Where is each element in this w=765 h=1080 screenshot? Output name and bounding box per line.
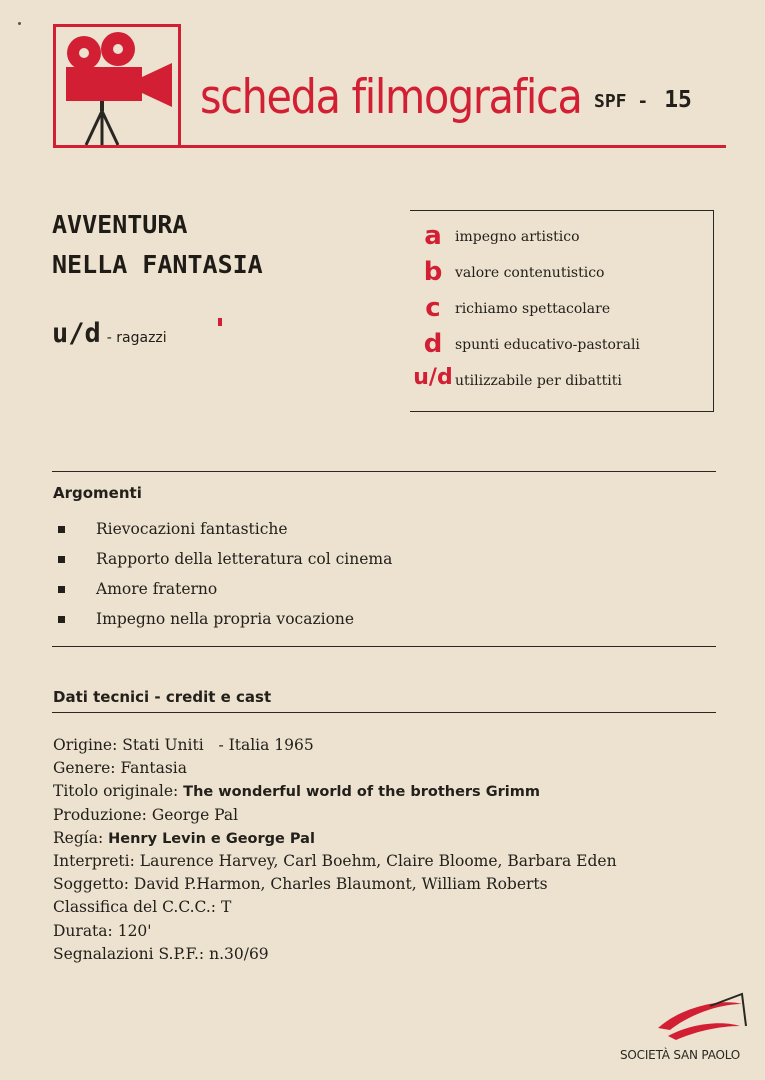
publisher-name: SOCIETÀ SAN PAOLO <box>620 1048 741 1062</box>
red-mark <box>218 318 222 326</box>
legend-text: richiamo spettacolare <box>455 301 611 317</box>
credit-value: n.30/69 <box>209 944 269 963</box>
topic-text: Rievocazioni fantastiche <box>96 520 288 538</box>
topic-text: Impegno nella propria vocazione <box>96 610 355 628</box>
legend-text: impegno artistico <box>455 229 580 245</box>
film-camera-logo <box>53 24 181 148</box>
legend-row-a <box>410 221 710 257</box>
credit-row-duration <box>53 922 617 945</box>
credit-label: Produzione: <box>53 805 147 824</box>
credit-value: George Pal <box>151 805 239 824</box>
bullet-icon <box>58 526 65 533</box>
audience-code: u/d <box>52 318 101 349</box>
divider <box>52 712 716 713</box>
film-title-line-1: AVVENTURA <box>52 210 188 239</box>
topic-text: Rapporto della letteratura col cinema <box>96 550 393 568</box>
legend-letter: b <box>423 257 443 287</box>
credit-row-genre <box>53 759 617 782</box>
legend-row-b <box>410 257 710 293</box>
credit-label: Regía: <box>53 828 104 847</box>
credit-label: Soggetto: <box>53 875 129 894</box>
credit-row-cast <box>53 852 617 875</box>
sheet-number: 15 <box>664 87 692 113</box>
scan-speck <box>18 22 21 25</box>
credit-row-production <box>53 806 617 829</box>
credit-label: Durata: <box>53 921 113 940</box>
legend-row-d <box>410 329 710 365</box>
film-title <box>52 205 263 285</box>
credit-label: Genere: <box>53 759 116 778</box>
divider <box>52 646 716 647</box>
credit-value: David P.Harmon, Charles Blaumont, William Roberts <box>133 875 548 894</box>
credit-label: Classifica del C.C.C.: <box>53 898 217 917</box>
legend-text: utilizzabile per dibattiti <box>455 373 622 389</box>
header-red-rule <box>180 145 726 148</box>
credit-row-original-title <box>53 782 617 805</box>
legend-letter: d <box>423 329 443 359</box>
topics-heading: Argomenti <box>53 484 142 502</box>
legend-row-c <box>410 293 710 329</box>
legend-text: spunti educativo-pastorali <box>455 337 640 353</box>
san-paolo-logo-icon <box>650 990 750 1045</box>
legend-letter: a <box>424 221 442 251</box>
film-title-line-2: NELLA FANTASIA <box>52 250 263 279</box>
credit-label: Origine: <box>53 736 118 754</box>
credit-row-spf-reference <box>53 945 617 968</box>
bullet-icon <box>58 556 65 563</box>
legend-row-ud <box>410 365 710 401</box>
rating-legend <box>410 210 714 412</box>
credit-value: Laurence Harvey, Carl Boehm, Claire Bloome, Barbara Eden <box>139 851 617 870</box>
series-code: SPF - <box>594 91 649 112</box>
credit-value: Henry Levin e George Pal <box>108 830 315 847</box>
credit-label: Titolo originale: <box>53 782 179 801</box>
topic-text: Amore fraterno <box>96 580 218 598</box>
credit-row-origin <box>53 736 617 759</box>
credit-value: Fantasia <box>120 759 188 778</box>
brand-title: scheda filmografica <box>200 70 582 125</box>
legend-letter: c <box>425 293 441 323</box>
sheet-code <box>594 87 692 113</box>
credit-label: Segnalazioni S.P.F.: <box>53 944 205 963</box>
divider <box>52 471 716 472</box>
audience-label: - ragazzi <box>106 330 167 346</box>
bullet-icon <box>58 586 65 593</box>
credit-value: Stati Uniti - Italia 1965 <box>122 736 314 754</box>
credit-value: T <box>220 898 232 917</box>
legend-letter: u/d <box>413 365 453 390</box>
credit-label: Interpreti: <box>53 851 135 870</box>
credit-value: 120' <box>117 921 152 940</box>
legend-text: valore contenutistico <box>455 265 605 281</box>
bullet-icon <box>58 616 65 623</box>
credit-row-director <box>53 829 617 852</box>
credit-row-classification <box>53 898 617 921</box>
credits-heading: Dati tecnici - credit e cast <box>53 688 272 706</box>
credits-list <box>53 736 617 968</box>
film-camera-icon <box>56 27 178 145</box>
credit-value: The wonderful world of the brothers Grimm <box>183 784 540 801</box>
credit-row-story <box>53 875 617 898</box>
audience-rating <box>52 318 167 349</box>
